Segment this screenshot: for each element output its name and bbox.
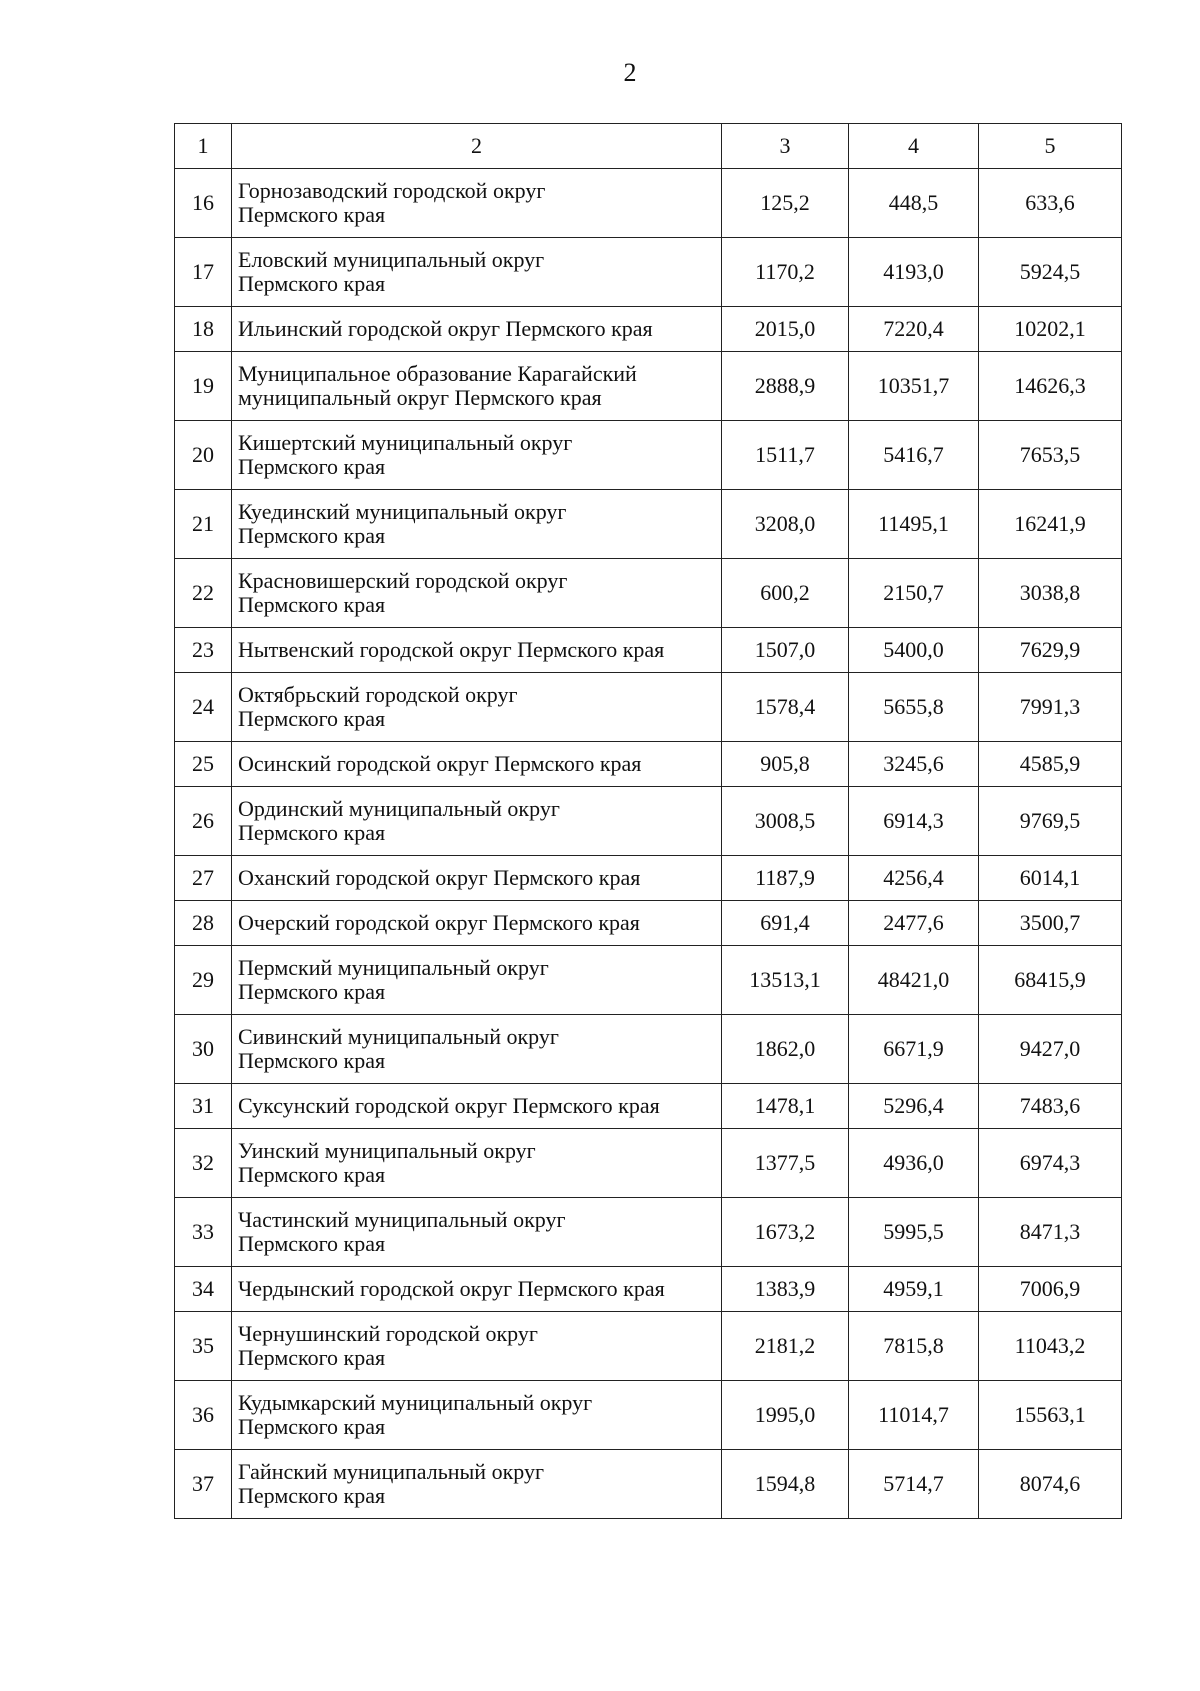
value-col-5: 7991,3 [979, 673, 1122, 742]
table-row [175, 742, 1122, 787]
value-col-5: 10202,1 [979, 307, 1122, 352]
row-number: 18 [175, 307, 232, 352]
table-row [175, 1084, 1122, 1129]
table-row [175, 1198, 1122, 1267]
value-col-5: 15563,1 [979, 1381, 1122, 1450]
municipality-name [232, 490, 722, 559]
value-col-3: 1377,5 [722, 1129, 849, 1198]
value-col-5: 633,6 [979, 169, 1122, 238]
row-number: 29 [175, 946, 232, 1015]
municipality-name [232, 742, 722, 787]
municipality-name [232, 421, 722, 490]
table-row [175, 1129, 1122, 1198]
value-col-3: 1594,8 [722, 1450, 849, 1519]
value-col-3: 1187,9 [722, 856, 849, 901]
value-col-4: 4193,0 [849, 238, 979, 307]
value-col-5: 3038,8 [979, 559, 1122, 628]
municipality-name [232, 1312, 722, 1381]
value-col-4: 7815,8 [849, 1312, 979, 1381]
value-col-3: 691,4 [722, 901, 849, 946]
table-row [175, 787, 1122, 856]
name-line: Пермского края [238, 523, 386, 548]
value-col-4: 6671,9 [849, 1015, 979, 1084]
header-cell-5: 5 [979, 124, 1122, 169]
value-col-5: 6014,1 [979, 856, 1122, 901]
value-col-3: 1511,7 [722, 421, 849, 490]
table-row [175, 559, 1122, 628]
municipality-name [232, 787, 722, 856]
name-line: Еловский муниципальный округ [238, 247, 545, 272]
row-number: 30 [175, 1015, 232, 1084]
name-line: Муниципальное образование Карагайский [238, 361, 637, 386]
value-col-4: 10351,7 [849, 352, 979, 421]
value-col-4: 448,5 [849, 169, 979, 238]
value-col-3: 1507,0 [722, 628, 849, 673]
name-line: Октябрьский городской округ [238, 682, 518, 707]
table-row [175, 421, 1122, 490]
name-line: Пермского края [238, 271, 386, 296]
municipality-name [232, 1450, 722, 1519]
row-number: 16 [175, 169, 232, 238]
value-col-3: 3208,0 [722, 490, 849, 559]
value-col-4: 4936,0 [849, 1129, 979, 1198]
name-line: Нытвенский городской округ Пермского края [238, 637, 665, 662]
municipality-name [232, 1084, 722, 1129]
value-col-3: 1478,1 [722, 1084, 849, 1129]
table-row [175, 901, 1122, 946]
name-line: Оханский городской округ Пермского края [238, 865, 641, 890]
value-col-5: 4585,9 [979, 742, 1122, 787]
value-col-3: 3008,5 [722, 787, 849, 856]
value-col-4: 5655,8 [849, 673, 979, 742]
value-col-4: 3245,6 [849, 742, 979, 787]
name-line: Суксунский городской округ Пермского края [238, 1093, 660, 1118]
municipality-name [232, 901, 722, 946]
value-col-4: 2477,6 [849, 901, 979, 946]
table-row [175, 1267, 1122, 1312]
table-row [175, 238, 1122, 307]
name-line: Красновишерский городской округ [238, 568, 568, 593]
name-line: Уинский муниципальный округ [238, 1138, 536, 1163]
name-line: Гайнский муниципальный округ [238, 1459, 544, 1484]
name-line: Пермского края [238, 1345, 386, 1370]
value-col-5: 11043,2 [979, 1312, 1122, 1381]
row-number: 32 [175, 1129, 232, 1198]
row-number: 20 [175, 421, 232, 490]
table-header-row [175, 124, 1122, 169]
municipality-name [232, 673, 722, 742]
name-line: Горнозаводский городской округ [238, 178, 546, 203]
row-number: 36 [175, 1381, 232, 1450]
value-col-4: 48421,0 [849, 946, 979, 1015]
row-number: 23 [175, 628, 232, 673]
value-col-5: 7653,5 [979, 421, 1122, 490]
value-col-3: 1383,9 [722, 1267, 849, 1312]
value-col-4: 5714,7 [849, 1450, 979, 1519]
value-col-4: 5400,0 [849, 628, 979, 673]
name-line: Частинский муниципальный округ [238, 1207, 566, 1232]
name-line: Пермского края [238, 202, 386, 227]
header-cell-1: 1 [175, 124, 232, 169]
municipality-name [232, 856, 722, 901]
municipality-name [232, 628, 722, 673]
row-number: 35 [175, 1312, 232, 1381]
table-row [175, 1450, 1122, 1519]
row-number: 34 [175, 1267, 232, 1312]
value-col-4: 11495,1 [849, 490, 979, 559]
value-col-5: 14626,3 [979, 352, 1122, 421]
row-number: 33 [175, 1198, 232, 1267]
value-col-3: 1170,2 [722, 238, 849, 307]
name-line: Пермского края [238, 1483, 386, 1508]
name-line: Пермского края [238, 1414, 386, 1439]
value-col-4: 2150,7 [849, 559, 979, 628]
value-col-4: 5995,5 [849, 1198, 979, 1267]
value-col-3: 600,2 [722, 559, 849, 628]
value-col-4: 5296,4 [849, 1084, 979, 1129]
name-line: Чернушинский городской округ [238, 1321, 538, 1346]
value-col-5: 6974,3 [979, 1129, 1122, 1198]
name-line: Куединский муниципальный округ [238, 499, 567, 524]
name-line: Пермского края [238, 1048, 386, 1073]
value-col-4: 5416,7 [849, 421, 979, 490]
header-cell-4: 4 [849, 124, 979, 169]
value-col-3: 13513,1 [722, 946, 849, 1015]
value-col-5: 9769,5 [979, 787, 1122, 856]
value-col-5: 8471,3 [979, 1198, 1122, 1267]
value-col-5: 7483,6 [979, 1084, 1122, 1129]
table-row [175, 628, 1122, 673]
value-col-3: 1995,0 [722, 1381, 849, 1450]
name-line: Кудымкарский муниципальный округ [238, 1390, 593, 1415]
value-col-3: 125,2 [722, 169, 849, 238]
row-number: 19 [175, 352, 232, 421]
table-row [175, 490, 1122, 559]
value-col-3: 1673,2 [722, 1198, 849, 1267]
municipality-name [232, 1198, 722, 1267]
name-line: Ильинский городской округ Пермского края [238, 316, 653, 341]
table-row [175, 169, 1122, 238]
value-col-4: 4256,4 [849, 856, 979, 901]
value-col-5: 16241,9 [979, 490, 1122, 559]
row-number: 37 [175, 1450, 232, 1519]
name-line: муниципальный округ Пермского края [238, 385, 602, 410]
row-number: 22 [175, 559, 232, 628]
value-col-3: 1862,0 [722, 1015, 849, 1084]
name-line: Пермского края [238, 1231, 386, 1256]
name-line: Сивинский муниципальный округ [238, 1024, 559, 1049]
row-number: 31 [175, 1084, 232, 1129]
municipality-name [232, 559, 722, 628]
table-row [175, 1381, 1122, 1450]
row-number: 17 [175, 238, 232, 307]
row-number: 21 [175, 490, 232, 559]
name-line: Пермского края [238, 820, 386, 845]
table-row [175, 1015, 1122, 1084]
value-col-5: 7006,9 [979, 1267, 1122, 1312]
value-col-3: 2015,0 [722, 307, 849, 352]
value-col-5: 9427,0 [979, 1015, 1122, 1084]
value-col-4: 11014,7 [849, 1381, 979, 1450]
name-line: Пермского края [238, 454, 386, 479]
row-number: 27 [175, 856, 232, 901]
value-col-3: 905,8 [722, 742, 849, 787]
name-line: Пермский муниципальный округ [238, 955, 549, 980]
row-number: 28 [175, 901, 232, 946]
header-cell-3: 3 [722, 124, 849, 169]
municipality-name [232, 238, 722, 307]
name-line: Пермского края [238, 1162, 386, 1187]
value-col-4: 4959,1 [849, 1267, 979, 1312]
municipality-name [232, 1381, 722, 1450]
data-table [174, 123, 1122, 1519]
row-number: 24 [175, 673, 232, 742]
value-col-5: 7629,9 [979, 628, 1122, 673]
municipality-name [232, 1015, 722, 1084]
name-line: Пермского края [238, 979, 386, 1004]
table-row [175, 307, 1122, 352]
municipality-name [232, 169, 722, 238]
table-body [175, 124, 1122, 1519]
row-number: 26 [175, 787, 232, 856]
page-number: 2 [623, 58, 637, 87]
value-col-5: 68415,9 [979, 946, 1122, 1015]
value-col-5: 5924,5 [979, 238, 1122, 307]
value-col-3: 2181,2 [722, 1312, 849, 1381]
table-row [175, 673, 1122, 742]
name-line: Ординский муниципальный округ [238, 796, 560, 821]
municipality-name [232, 1267, 722, 1312]
value-col-3: 2888,9 [722, 352, 849, 421]
name-line: Чердынский городской округ Пермского края [238, 1276, 665, 1301]
municipality-name [232, 1129, 722, 1198]
table-row [175, 856, 1122, 901]
value-col-5: 8074,6 [979, 1450, 1122, 1519]
value-col-4: 7220,4 [849, 307, 979, 352]
name-line: Кишертский муниципальный округ [238, 430, 573, 455]
header-cell-2: 2 [232, 124, 722, 169]
value-col-5: 3500,7 [979, 901, 1122, 946]
row-number: 25 [175, 742, 232, 787]
municipality-name [232, 946, 722, 1015]
name-line: Пермского края [238, 592, 386, 617]
name-line: Осинский городской округ Пермского края [238, 751, 642, 776]
municipality-name [232, 307, 722, 352]
name-line: Пермского края [238, 706, 386, 731]
value-col-3: 1578,4 [722, 673, 849, 742]
table-row [175, 1312, 1122, 1381]
table-row [175, 946, 1122, 1015]
name-line: Очерский городской округ Пермского края [238, 910, 640, 935]
municipality-name [232, 352, 722, 421]
table-row [175, 352, 1122, 421]
value-col-4: 6914,3 [849, 787, 979, 856]
